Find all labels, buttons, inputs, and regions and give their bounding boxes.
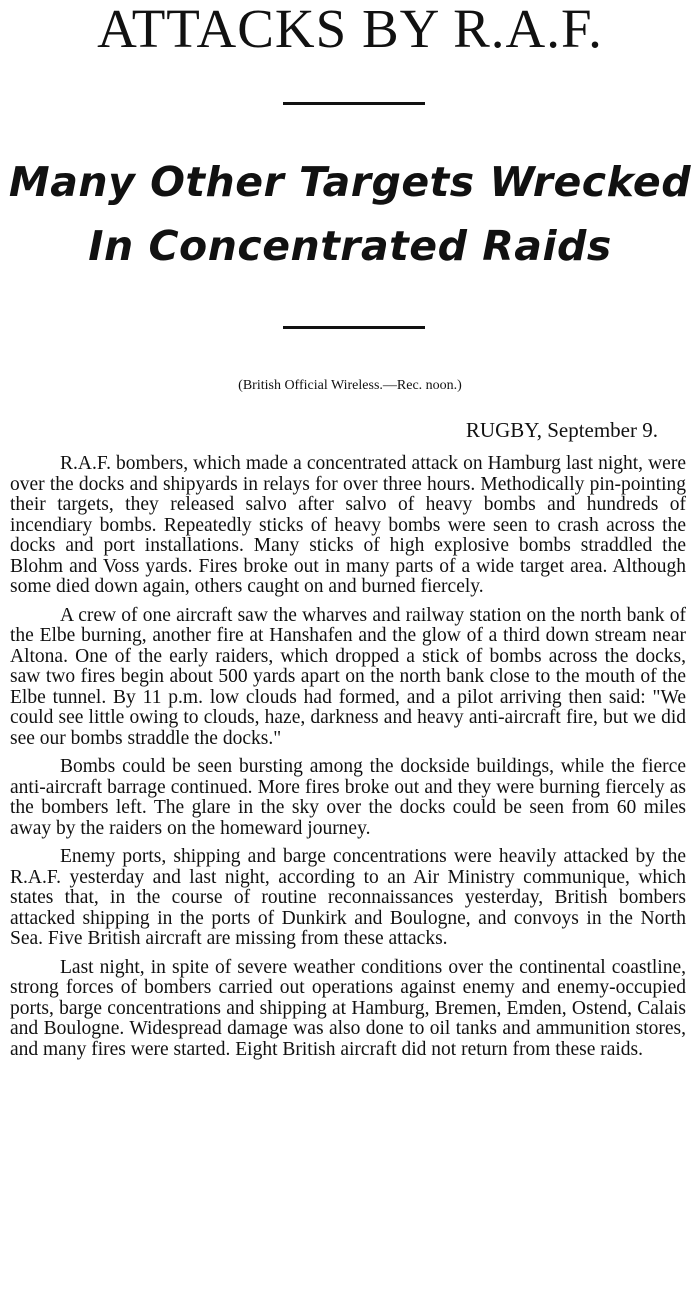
article-paragraph: Bombs could be seen bursting among the dockside buildings, while the fierce anti-aircraft barrage continued. More fires broke out and they were burning fiercely as the bombers left. The glare in the sky over the docks could be seen from 60 miles away by the raiders on the homeward journey. (10, 756, 686, 839)
article-paragraph: Enemy ports, shipping and barge concentrations were heavily attacked by the R.A.F. yesterday and last night, according to an Air Ministry communique, which states that, in the course of routine reconnaissances yesterday, British bombers attacked shipping in the ports of Dunkirk and Boulogne, and convoys in the North Sea. Five British aircraft are missing from these attacks. (10, 846, 686, 949)
subheadline-divider (283, 326, 425, 329)
article-body (10, 454, 686, 1068)
headline: ATTACKS BY R.A.F. (97, 0, 603, 59)
subheadline-line-2: In Concentrated Raids (88, 222, 612, 270)
article-paragraph: A crew of one aircraft saw the wharves and railway station on the north bank of the Elbe burning, another fire at Hanshafen and the glow of a third down stream near Altona. One of the early raiders, which dropped a stick of bombs across the docks, saw two fires begin about 500 yards apart on the north bank close to the mouth of the Elbe tunnel. By 11 p.m. low clouds had formed, and a pilot arriving then said: "We could see little owing to clouds, haze, darkness and heavy anti-aircraft fire, but we did see our bombs straddle the docks." (10, 604, 686, 749)
article-paragraph: Last night, in spite of severe weather conditions over the continental coastline, strong forces of bombers carried out operations against enemy and enemy-occupied ports, barge concentrations and shipping at Hamburg, Bremen, Emden, Ostend, Calais and Boulogne. Widespread damage was also done to oil tanks and ammunition stores, and many fires were started. Eight British aircraft did not return from these raids. (10, 956, 686, 1060)
subheadline-line-1: Many Other Targets Wrecked (8, 158, 692, 206)
article-paragraph: R.A.F. bombers, which made a concentrated attack on Hamburg last night, were over the docks and shipyards in relays for over three hours. Methodically pin-pointing their targets, they released salvo after salvo of heavy bombs and hundreds of incendiary bombs. Repeatedly sticks of heavy bombs were seen to crash across the docks and port installations. Many sticks of high explosive bombs straddled the Blohm and Voss yards. Fires broke out in many parts of a wide target area. Although some died down again, others caught on and burned fiercely. (10, 453, 686, 597)
headline-divider (283, 102, 425, 105)
source-credit: (British Official Wireless.—Rec. noon.) (238, 378, 462, 393)
dateline: RUGBY, September 9. (465, 418, 658, 442)
